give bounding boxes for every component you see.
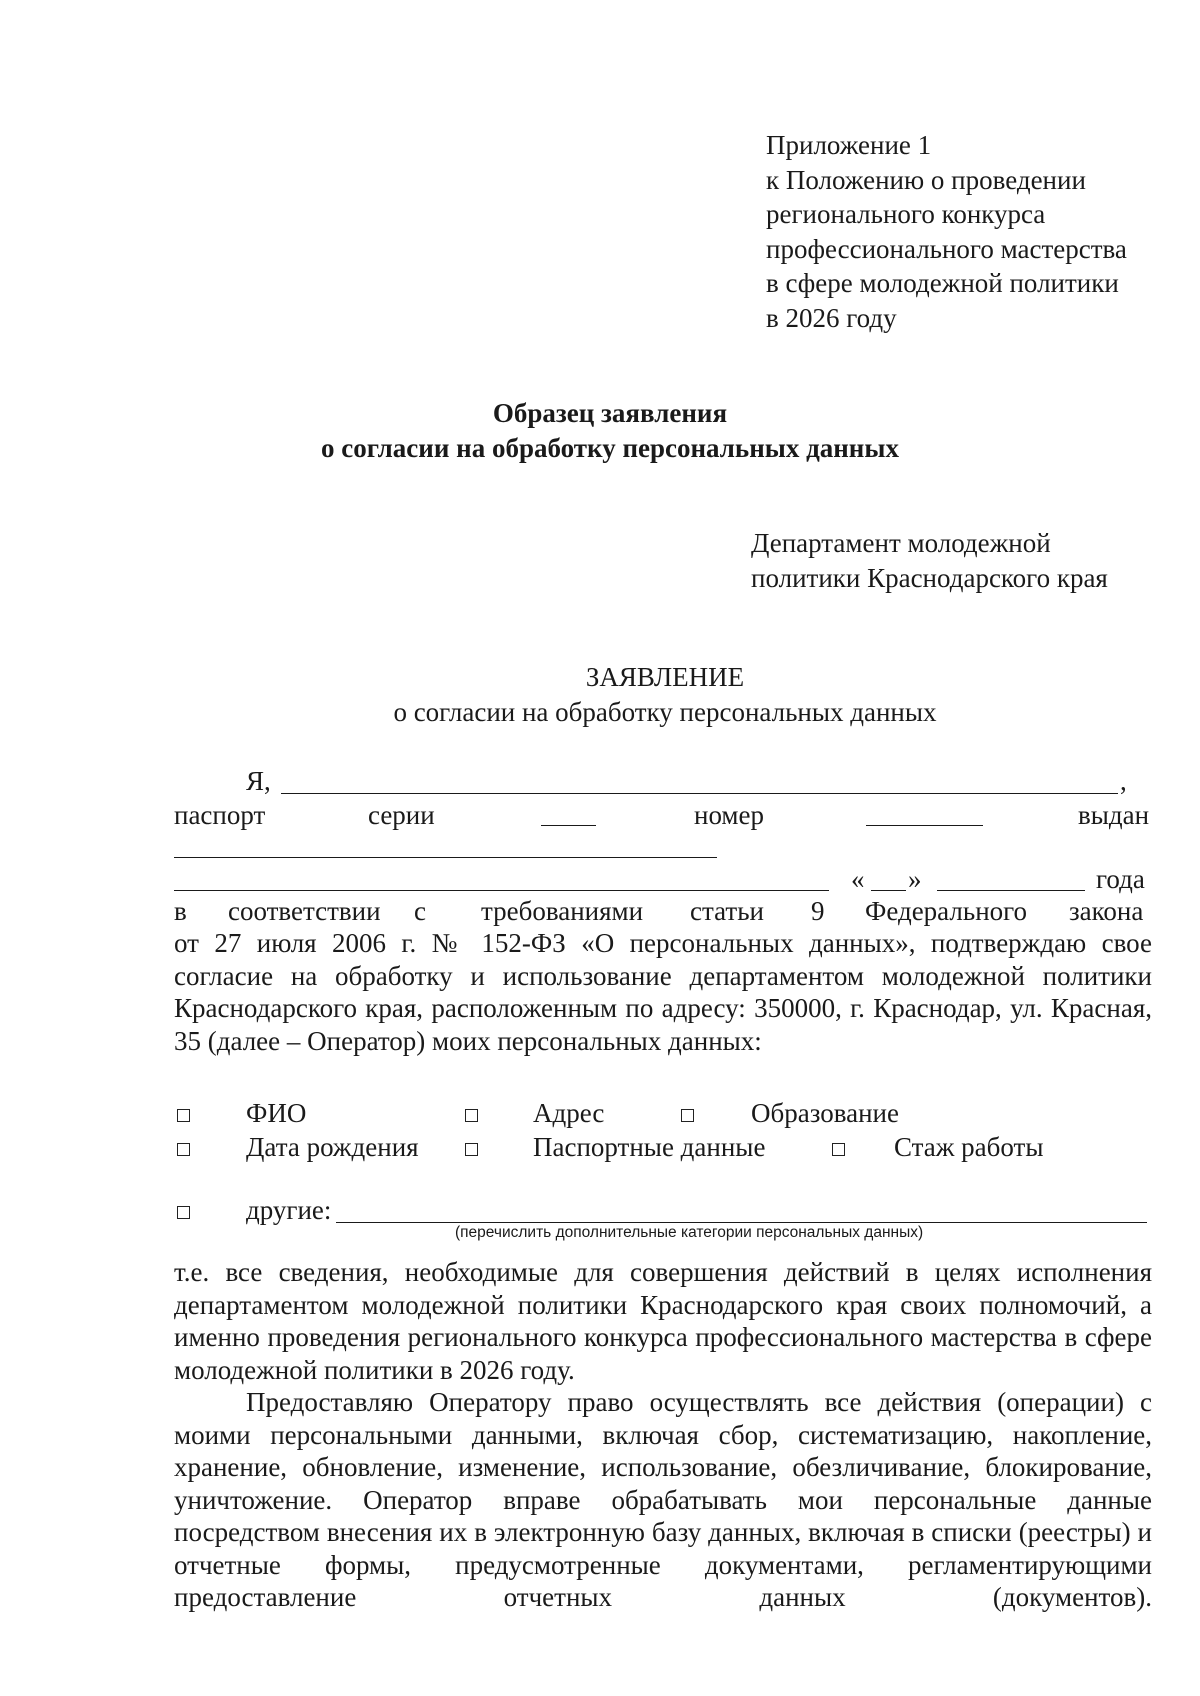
appendix-line: к Положению о проведении — [766, 164, 1086, 195]
law-word: соответствии — [228, 896, 381, 926]
rights-paragraph: Предоставляю Оператору право осуществлять все действия (операции) с моими персональными данными, включая сбор, систематизацию, накопление, хранение, обновление, изменение, использование, обезличивание, блокирование, уничтожение. Оператор вправе обрабатывать мои персональные данные посредством внесения их в электронную базу данных, включая в списки (реестры) и отчетные формы, предусмотренные документами, регламентирующими предоставление отчетных данных (документов). — [174, 1387, 1152, 1612]
law-word: 9 — [811, 896, 825, 926]
passport-data-option-label: Паспортные данные — [533, 1132, 766, 1162]
sample-title-line1: Образец заявления — [492, 398, 728, 428]
recipient-line2: политики Краснодарского края — [751, 562, 1108, 593]
other-categories-field[interactable] — [336, 1222, 1147, 1223]
education-checkbox[interactable] — [681, 1109, 694, 1122]
appendix-line: профессионального мастерства — [766, 233, 1127, 264]
ya-label: Я, — [246, 766, 271, 796]
appendix-block — [766, 128, 1127, 335]
year-label: года — [1096, 864, 1145, 894]
passport-series-field[interactable] — [541, 825, 596, 826]
law-word: закона — [1069, 896, 1144, 926]
series-label: серии — [368, 800, 435, 830]
passport-number-field[interactable] — [866, 825, 983, 826]
recipient-block — [751, 526, 1108, 595]
statement-title — [0, 660, 1200, 730]
address-option-label: Адрес — [533, 1098, 605, 1128]
law-word: требованиями — [481, 896, 644, 926]
issued-by-field[interactable] — [174, 857, 717, 858]
law-word: в — [174, 896, 187, 926]
passport-data-checkbox[interactable] — [465, 1143, 478, 1156]
full-name-field[interactable] — [281, 793, 1118, 794]
appendix-line: в 2026 году — [766, 302, 897, 333]
fio-checkbox[interactable] — [177, 1109, 190, 1122]
issue-day-field[interactable] — [871, 890, 906, 891]
education-option-label: Образование — [751, 1098, 899, 1128]
date-quote-open: « — [851, 864, 865, 894]
other-option-label: другие: — [246, 1195, 332, 1225]
birth-date-option-label: Дата рождения — [246, 1132, 419, 1162]
recipient-line1: Департамент молодежной — [751, 528, 1051, 558]
sample-title — [0, 396, 1200, 466]
number-label: номер — [694, 800, 765, 830]
issued-by-field-2[interactable] — [174, 890, 829, 891]
work-experience-checkbox[interactable] — [832, 1143, 845, 1156]
fio-option-label: ФИО — [246, 1098, 307, 1128]
passport-label: паспорт — [174, 800, 266, 830]
law-word: с — [414, 896, 426, 926]
appendix-line: Приложение 1 — [766, 130, 932, 160]
appendix-line: регионального конкурса — [766, 199, 1046, 229]
work-experience-option-label: Стаж работы — [894, 1132, 1044, 1162]
consent-paragraph: от 27 июля 2006 г. № 152-ФЗ «О персональных данных», подтверждаю свое согласие на обработку и использование департаментом молодежной политики Краснодарского края, расположенным по адресу: 350000, г. Краснодар, ул. Красная, 35 (далее – Оператор) моих персональных данных: — [174, 928, 1152, 1056]
birth-date-checkbox[interactable] — [177, 1143, 190, 1156]
other-checkbox[interactable] — [177, 1206, 190, 1219]
statement-subtitle: о согласии на обработку персональных данных — [393, 697, 937, 727]
address-checkbox[interactable] — [465, 1109, 478, 1122]
law-word: статьи — [690, 896, 764, 926]
date-quote-close: » — [908, 864, 922, 894]
purpose-paragraph: т.е. все сведения, необходимые для совершения действий в целях исполнения департаментом молодежной политики Краснодарского края своих полномочий, а именно проведения регионального конкурса профессионального мастерства в сфере молодежной политики в 2026 году. — [174, 1257, 1152, 1385]
law-word: Федерального — [865, 896, 1028, 926]
other-categories-hint: (перечислить дополнительные категории персональных данных) — [455, 1224, 924, 1241]
name-comma: , — [1120, 766, 1127, 796]
statement-heading: ЗАЯВЛЕНИЕ — [585, 662, 745, 692]
sample-title-line2: о согласии на обработку персональных данных — [321, 433, 899, 463]
issue-month-year-field[interactable] — [937, 890, 1085, 891]
issued-label: выдан — [1078, 800, 1150, 830]
appendix-line: в сфере молодежной политики — [766, 268, 1119, 298]
